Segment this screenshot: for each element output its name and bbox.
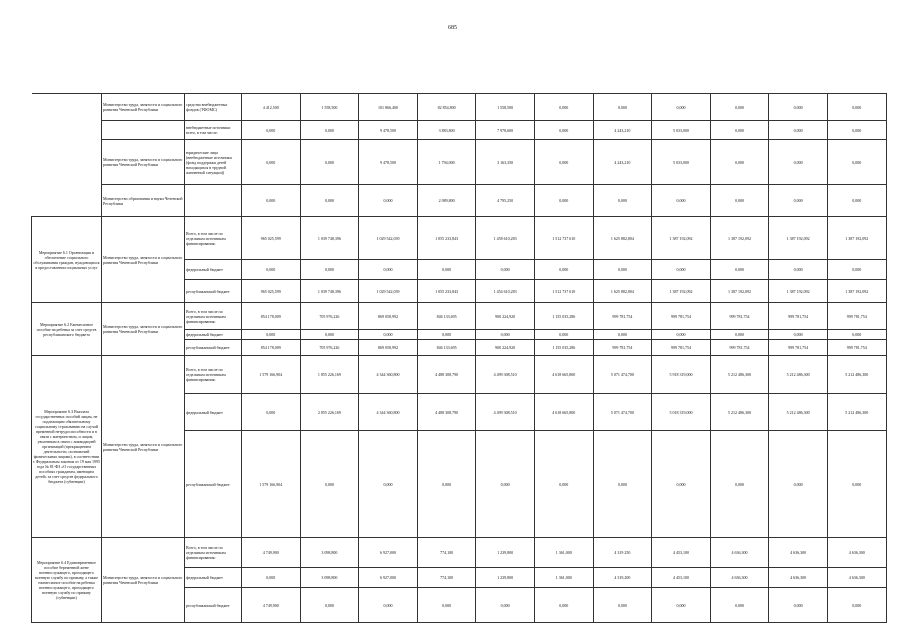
value-cell: 1 855 226,169 (300, 356, 359, 394)
value-cell: 999 781,754 (593, 303, 652, 330)
executor-cell: Министерство труда, занятости и социального развития Чеченской Республики (102, 140, 185, 185)
value-cell: 5 212 486,300 (827, 394, 886, 431)
value-cell: 1 361,000 (534, 538, 593, 568)
value-cell: 999 781,754 (593, 340, 652, 356)
value-cell: 0,000 (534, 185, 593, 217)
executor-cell: Министерство труда, занятости и социального развития Чеченской Республики (102, 303, 185, 356)
value-cell: 846 133,695 (417, 340, 476, 356)
value-cell: 0,000 (417, 330, 476, 340)
value-cell: 1 387 192,092 (769, 280, 828, 303)
value-cell: 0,000 (359, 588, 418, 623)
value-cell: 4 319,200 (593, 568, 652, 588)
value-cell: 854 178,009 (242, 303, 301, 330)
value-cell: 4 243,210 (593, 140, 652, 185)
funding-source-cell: Всего, в том числе по отдельным источникам финансирования: (185, 303, 242, 330)
value-cell: 1 029 542,039 (359, 217, 418, 260)
value-cell: 0,000 (769, 588, 828, 623)
value-cell: 1 239,800 (476, 568, 535, 588)
value-cell: 1 387 192,092 (769, 217, 828, 260)
value-cell: 4 488 308,790 (417, 356, 476, 394)
budget-table (31, 93, 887, 623)
value-cell: 0,000 (593, 260, 652, 280)
value-cell: 999 781,754 (769, 303, 828, 330)
page-number: 685 (448, 25, 457, 31)
funding-source-cell: республиканский бюджет (185, 431, 242, 538)
value-cell: 1 454 610,283 (476, 280, 535, 303)
table-row (32, 303, 887, 330)
funding-source-cell: Всего, в том числе по отдельным источникам финансирования: (185, 217, 242, 260)
value-cell: 4 749,900 (242, 588, 301, 623)
value-cell: 5 071 474,700 (593, 394, 652, 431)
value-cell: 0,000 (710, 588, 769, 623)
value-cell: 0,000 (652, 431, 711, 538)
value-cell: 0,000 (476, 260, 535, 280)
executor-cell: Министерство образования и науки Чеченской Республики (102, 185, 185, 217)
value-cell: 5 918 319,000 (652, 356, 711, 394)
value-cell: 0,000 (593, 94, 652, 121)
funding-source-cell: республиканский бюджет (185, 588, 242, 623)
value-cell: 1 625 882,804 (593, 280, 652, 303)
value-cell: 0,000 (359, 431, 418, 538)
value-cell: 0,000 (710, 94, 769, 121)
value-cell: 7 978,600 (476, 121, 535, 140)
value-cell: 4 795,250 (476, 185, 535, 217)
value-cell: 0,000 (534, 260, 593, 280)
value-cell: 0,000 (827, 330, 886, 340)
value-cell: 4 319 250 (593, 538, 652, 568)
table-row (32, 217, 887, 260)
value-cell: 4 344 360,800 (359, 356, 418, 394)
value-cell: 0,000 (769, 330, 828, 340)
value-cell: 4 412,500 (242, 94, 301, 121)
value-cell: 0,000 (300, 431, 359, 538)
value-cell: 0,000 (300, 121, 359, 140)
funding-source-cell: федеральный бюджет (185, 394, 242, 431)
value-cell: 0,000 (710, 260, 769, 280)
funding-source-cell: федеральный бюджет (185, 260, 242, 280)
value-cell: 1 794,000 (417, 140, 476, 185)
value-cell: 1 625 882,804 (593, 217, 652, 260)
value-cell: 4 618 665,800 (534, 394, 593, 431)
value-cell: 1 039 748,396 (300, 280, 359, 303)
funding-source-cell: внебюджетные источники всего, в том числе: (185, 121, 242, 140)
value-cell: 1 579 166,904 (242, 356, 301, 394)
value-cell: 1 239,800 (476, 538, 535, 568)
value-cell: 4 618 665,800 (534, 356, 593, 394)
value-cell: 1 558,500 (300, 94, 359, 121)
value-cell: 0,000 (827, 431, 886, 538)
value-cell: 0,000 (476, 588, 535, 623)
value-cell: 0,000 (652, 260, 711, 280)
value-cell: 846 133,695 (417, 303, 476, 330)
value-cell: 0,000 (534, 140, 593, 185)
value-cell: 2 855 226,169 (300, 394, 359, 431)
value-cell: 0,000 (476, 330, 535, 340)
value-cell: 0,000 (593, 431, 652, 538)
value-cell: 0,000 (359, 260, 418, 280)
value-cell: 854 178,009 (242, 340, 301, 356)
executor-cell: Министерство труда, занятости и социального развития Чеченской Республики (102, 356, 185, 538)
funding-source-cell: Всего, в том числе по отдельным источникам финансирования: (185, 356, 242, 394)
value-cell: 0,000 (300, 140, 359, 185)
value-cell: 0,000 (242, 140, 301, 185)
value-cell: 0,000 (476, 431, 535, 538)
value-cell: 0,000 (242, 568, 301, 588)
value-cell: 0,000 (359, 185, 418, 217)
value-cell: 0,000 (534, 330, 593, 340)
value-cell: 0,000 (534, 94, 593, 121)
value-cell: 5 212 486,300 (769, 394, 828, 431)
value-cell: 0,000 (827, 588, 886, 623)
value-cell: 1 387 192,092 (652, 217, 711, 260)
value-cell: 0,000 (769, 431, 828, 538)
value-cell: 0,000 (417, 431, 476, 538)
value-cell: 1 387 192,092 (710, 280, 769, 303)
value-cell: 1 512 737 610 (534, 217, 593, 260)
value-cell: 0,000 (534, 588, 593, 623)
value-cell: 5 212 486,300 (710, 394, 769, 431)
value-cell: 4 636,300 (827, 568, 886, 588)
value-cell: 4 499 308,510 (476, 394, 535, 431)
funding-source-cell: республиканский бюджет (185, 340, 242, 356)
value-cell: 4 488 308,790 (417, 394, 476, 431)
value-cell: 3 098,800 (300, 538, 359, 568)
value-cell: 0,000 (652, 588, 711, 623)
value-cell: 1 387 192,092 (652, 280, 711, 303)
value-cell: 9 478,500 (359, 140, 418, 185)
value-cell: 0,000 (769, 185, 828, 217)
value-cell: 999 781,754 (827, 303, 886, 330)
value-cell: 1 055 233,843 (417, 280, 476, 303)
value-cell: 3 163,350 (476, 140, 535, 185)
value-cell: 705 976,226 (300, 340, 359, 356)
value-cell: 999 781,754 (769, 340, 828, 356)
value-cell: 965 025,599 (242, 217, 301, 260)
value-cell: 0,000 (827, 260, 886, 280)
value-cell: 0,000 (827, 121, 886, 140)
funding-source-cell: Всего, в том числе по отдельным источникам финансирования: (185, 538, 242, 568)
value-cell: 869 058,992 (359, 340, 418, 356)
value-cell: 2 089,800 (417, 185, 476, 217)
value-cell: 1 029 542,039 (359, 280, 418, 303)
value-cell: 900 224,920 (476, 340, 535, 356)
value-cell: 0,000 (710, 121, 769, 140)
value-cell: 0,000 (300, 330, 359, 340)
measure-name-cell: Мероприятие 6.4 Единовременное пособие беременной жене военнослужащего, проходящего военную службу по призыву, а также ежемесячное пособие на ребенка военнослужащего, проходящего военную службу по призыву (субвенции) (32, 538, 102, 623)
value-cell: 965 025,599 (242, 280, 301, 303)
value-cell: 0,000 (534, 121, 593, 140)
value-cell: 0,000 (593, 185, 652, 217)
value-cell: 0,000 (769, 260, 828, 280)
value-cell: 0,000 (710, 140, 769, 185)
value-cell: 5 071 474,700 (593, 356, 652, 394)
value-cell: 0,000 (300, 185, 359, 217)
value-cell: 1 387 192,092 (827, 217, 886, 260)
value-cell: 4 499 308,510 (476, 356, 535, 394)
value-cell: 1 155 035,286 (534, 340, 593, 356)
value-cell: 0,000 (593, 588, 652, 623)
value-cell: 5 212 486,300 (827, 356, 886, 394)
value-cell: 0,000 (769, 140, 828, 185)
value-cell: 774,100 (417, 568, 476, 588)
funding-source-cell: юридические лица (внебюджетные источники (фонд поддержки детей находящихся в трудной жизненной ситуации)) (185, 140, 242, 185)
value-cell: 4 453,100 (652, 538, 711, 568)
value-cell: 0,000 (827, 94, 886, 121)
value-cell: 0,000 (652, 185, 711, 217)
value-cell: 999 781,754 (827, 340, 886, 356)
value-cell: 4 243,210 (593, 121, 652, 140)
value-cell: 0,000 (710, 185, 769, 217)
value-cell: 6 927,000 (359, 538, 418, 568)
value-cell: 0,000 (827, 185, 886, 217)
value-cell: 5 033,000 (652, 121, 711, 140)
measure-name-cell: Мероприятие 6.2 Ежемесячное пособие на ребенка за счет средств республиканского бюджета (32, 303, 102, 356)
table-row (32, 185, 887, 217)
value-cell: 1 458 610,283 (476, 217, 535, 260)
value-cell: 0,000 (242, 121, 301, 140)
table-row (32, 121, 887, 140)
value-cell: 0,000 (769, 94, 828, 121)
value-cell: 869 058,992 (359, 303, 418, 330)
value-cell: 1 361,000 (534, 568, 593, 588)
value-cell: 4 749,900 (242, 538, 301, 568)
value-cell: 5 033,000 (652, 140, 711, 185)
value-cell: 0,000 (652, 94, 711, 121)
value-cell: 4 453,100 (652, 568, 711, 588)
value-cell: 0,000 (417, 260, 476, 280)
value-cell: 6 927,000 (359, 568, 418, 588)
funding-source-cell: федеральный бюджет (185, 330, 242, 340)
funding-source-cell (185, 185, 242, 217)
funding-source-cell: республиканский бюджет (185, 280, 242, 303)
value-cell: 705 976,226 (300, 303, 359, 330)
table-row (32, 356, 887, 394)
value-cell: 0,000 (652, 330, 711, 340)
value-cell: 999 781,754 (710, 340, 769, 356)
value-cell: 0,000 (710, 330, 769, 340)
value-cell: 0,000 (242, 185, 301, 217)
value-cell: 4 636,300 (827, 538, 886, 568)
value-cell: 82 854,800 (417, 94, 476, 121)
value-cell: 1 512 737 610 (534, 280, 593, 303)
value-cell: 0,000 (242, 330, 301, 340)
value-cell: 1 558,500 (476, 94, 535, 121)
value-cell: 1 055 233,843 (417, 217, 476, 260)
value-cell: 4 636,300 (769, 538, 828, 568)
value-cell: 0,000 (534, 431, 593, 538)
value-cell: 0,000 (769, 121, 828, 140)
value-cell: 5 212 486,300 (769, 356, 828, 394)
value-cell: 1 387 192,092 (827, 280, 886, 303)
value-cell: 0,000 (417, 588, 476, 623)
measure-name-cell: Мероприятие 6.3 Выплата государственных пособий лицам, не подлежащим обязательному социальному страхованию на случай временной нетрудоспособности и в связи с материнством, и лицам, уволенным в связи с ликвидацией организаций (прекращением деятельности, полномочий физическими лицами), в соответствии с Федеральным законом от 19 мая 1995 года № 81-ФЗ «О государственных пособиях гражданам, имеющим детей» за счет средств федерального бюджета (субвенции) (32, 356, 102, 538)
value-cell: 999 781,754 (652, 340, 711, 356)
executor-cell: Министерство труда, занятости и социального развития Чеченской Республики (102, 217, 185, 303)
value-cell: 0,000 (827, 140, 886, 185)
table-row (32, 538, 887, 568)
value-cell: 1 579 166,904 (242, 431, 301, 538)
value-cell: 4 636,300 (710, 538, 769, 568)
value-cell: 0,000 (242, 260, 301, 280)
value-cell: 999 781,754 (710, 303, 769, 330)
value-cell: 774,100 (417, 538, 476, 568)
table-row (32, 140, 887, 185)
value-cell: 0,000 (359, 330, 418, 340)
value-cell: 0,000 (593, 330, 652, 340)
executor-cell: Министерство труда, занятости и социального развития Чеченской Республики (102, 538, 185, 623)
value-cell: 900 224,920 (476, 303, 535, 330)
value-cell: 0,000 (710, 431, 769, 538)
value-cell: 5 212 486,300 (710, 356, 769, 394)
executor-cell (102, 121, 185, 140)
measure-name-cell: Мероприятие 6.1 Организация и обеспечение социального обслуживания граждан, нуждающихся в предоставлении социальных услуг (32, 217, 102, 303)
value-cell: 101 866,400 (359, 94, 418, 121)
funding-source-cell: федеральный бюджет (185, 568, 242, 588)
value-cell: 1 039 748,396 (300, 217, 359, 260)
table-row (32, 94, 887, 121)
value-cell: 4 636,300 (710, 568, 769, 588)
value-cell: 1 155 035,286 (534, 303, 593, 330)
value-cell: 5 018 319,000 (652, 394, 711, 431)
executor-cell: Министерство труда, занятости и социального развития Чеченской Республики (102, 94, 185, 121)
value-cell: 4 636,300 (769, 568, 828, 588)
measure-name-cell (32, 94, 102, 217)
value-cell: 3 883,800 (417, 121, 476, 140)
value-cell: 0,000 (300, 588, 359, 623)
value-cell: 9 478,500 (359, 121, 418, 140)
value-cell: 4 344 360,800 (359, 394, 418, 431)
funding-source-cell: средства внебюджетных фондов (ТФОМС) (185, 94, 242, 121)
value-cell: 1 387 192,092 (710, 217, 769, 260)
value-cell: 0,000 (242, 394, 301, 431)
value-cell: 0,000 (300, 260, 359, 280)
value-cell: 999 781,754 (652, 303, 711, 330)
value-cell: 3 098,800 (300, 568, 359, 588)
